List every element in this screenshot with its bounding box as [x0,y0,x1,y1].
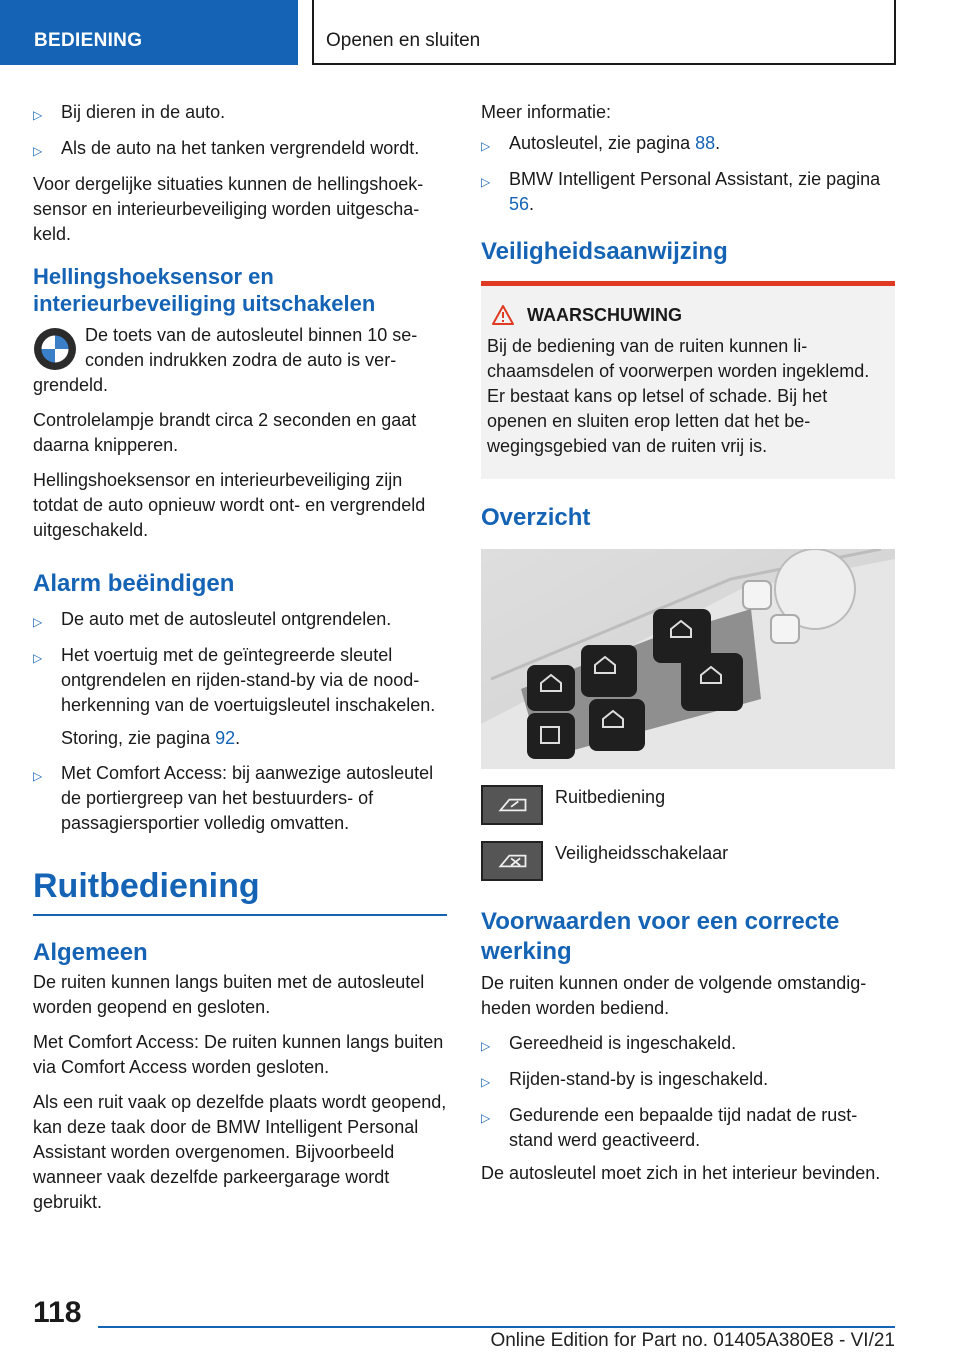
tilt-paragraph-2: Controlelampje brandt circa 2 seconden en gaat daarna knipperen. [33,410,417,455]
bmw-logo-icon [33,327,77,371]
triangle-bullet-icon: ▷ [481,175,491,189]
heading-conditions: Voorwaarden voor een correcte werking [481,908,840,965]
tilt-paragraph-3: Hellingshoeksensor en interieurbeveiliging zijn totdat de auto opnieuw wordt ont- en vergrendeld uitgeschakeld. [33,470,426,540]
list-item: ▷ Met Comfort Access: bij aanwezige autosleutel de portiergreep van het bestuurders- of passagiersportier volledig omvatten. [33,761,447,836]
triangle-bullet-icon: ▷ [33,651,43,665]
left-column [33,100,447,1225]
triangle-bullet-icon: ▷ [33,108,43,122]
legend-row-window-control [481,785,895,825]
window-switch-photo [481,549,895,769]
triangle-bullet-icon: ▷ [481,1075,491,1089]
alarm-note: Storing, zie pagina 92. [61,728,241,748]
list-item: ▷ Bij dieren in de auto. [33,100,447,128]
more-info-label: Meer informatie: [481,102,612,122]
header-title: Openen en sluiten [312,0,896,65]
page-link-92[interactable]: 92 [215,728,236,748]
footer-edition: Online Edition for Part no. 01405A380E8 - VI/21 [490,1330,895,1351]
page-link-88[interactable]: 88 [695,133,716,153]
section-rule [33,914,447,916]
warning-triangle-icon [491,304,515,326]
heading-window-control: Ruitbediening [33,867,260,905]
page-number: 118 [33,1296,82,1329]
list-item: ▷ Als de auto na het tanken vergrendeld wordt. [33,136,447,164]
triangle-bullet-icon: ▷ [481,1039,491,1053]
heading-tilt-sensor: Hellingshoeksensor en interieurbeveiliging uitschakelen [33,264,376,316]
heading-safety: Veiligheidsaanwijzing [481,238,728,265]
warning-text: Bij de bediening van de ruiten kunnen lichaamsdelen of voorwerpen worden ingeklemd. Er bestaat kans op letsel of schade. Bij het openen en sluiten erop letten dat het bewegingsgebied van de ruiten vrij is. [487,336,870,456]
triangle-bullet-icon: ▷ [33,615,43,629]
heading-overview: Overzicht [481,504,591,531]
triangle-bullet-icon: ▷ [33,144,43,158]
intro-paragraph: Voor dergelijke situaties kunnen de hellingshoeksensor en interieurbeveiliging worden uitgeschakeld. [33,174,424,244]
heading-general: Algemeen [33,939,148,966]
warning-header: WAARSCHUWING [487,304,889,326]
right-column [481,100,895,1196]
tilt-paragraph-1: De toets van de autosleutel binnen 10 seconden indrukken zodra de auto is vergrendeld. [33,325,418,395]
warning-box [481,281,895,479]
list-item: ▷ Rijden-stand-by is ingeschakeld. [481,1067,895,1095]
tilt-block [33,323,447,408]
list-item: ▷ Gereedheid is ingeschakeld. [481,1031,895,1059]
page-link-56[interactable]: 56 [509,194,530,214]
footer-rule [98,1326,895,1328]
triangle-bullet-icon: ▷ [33,769,43,783]
triangle-bullet-icon: ▷ [481,139,491,153]
safety-switch-icon [481,841,543,881]
list-item: ▷ Het voertuig met de geïntegreerde sleutel ontgrendelen en rijden-stand-by via de noodherkenning van de voertuigsleutel inschakelen. [33,643,447,718]
general-paragraph-2: Met Comfort Access: De ruiten kunnen langs buiten via Comfort Access worden gesloten. [33,1032,444,1077]
conditions-end: De autosleutel moet zich in het interieur bevinden. [481,1163,881,1183]
list-item: ▷ Autosleutel, zie pagina 88. [481,131,895,159]
legend-window-control: Ruitbediening [555,787,666,807]
triangle-bullet-icon: ▷ [481,1111,491,1125]
legend-safety-switch: Veiligheidsschakelaar [555,843,729,863]
window-control-icon [481,785,543,825]
general-paragraph-3: Als een ruit vaak op dezelfde plaats wordt geopend, kan deze taak door de BMW Intelligent Personal Assistant worden overgenomen. Bijvoorbeeld wanneer vaak dezelfde parkeergarage wordt gebruikt. [33,1092,447,1212]
list-item: ▷ De auto met de autosleutel ontgrendelen. [33,607,447,635]
legend-row-safety-switch [481,841,895,881]
list-item: ▷ Gedurende een bepaalde tijd nadat de ruststand werd geactiveerd. [481,1103,895,1153]
heading-alarm: Alarm beëindigen [33,570,235,597]
general-paragraph-1: De ruiten kunnen langs buiten met de autosleutel worden geopend en gesloten. [33,972,425,1017]
list-item: ▷ BMW Intelligent Personal Assistant, zie pagina 56. [481,167,895,217]
header-section: BEDIENING [0,0,298,65]
conditions-paragraph: De ruiten kunnen onder de volgende omstandigheden worden bediend. [481,973,867,1018]
